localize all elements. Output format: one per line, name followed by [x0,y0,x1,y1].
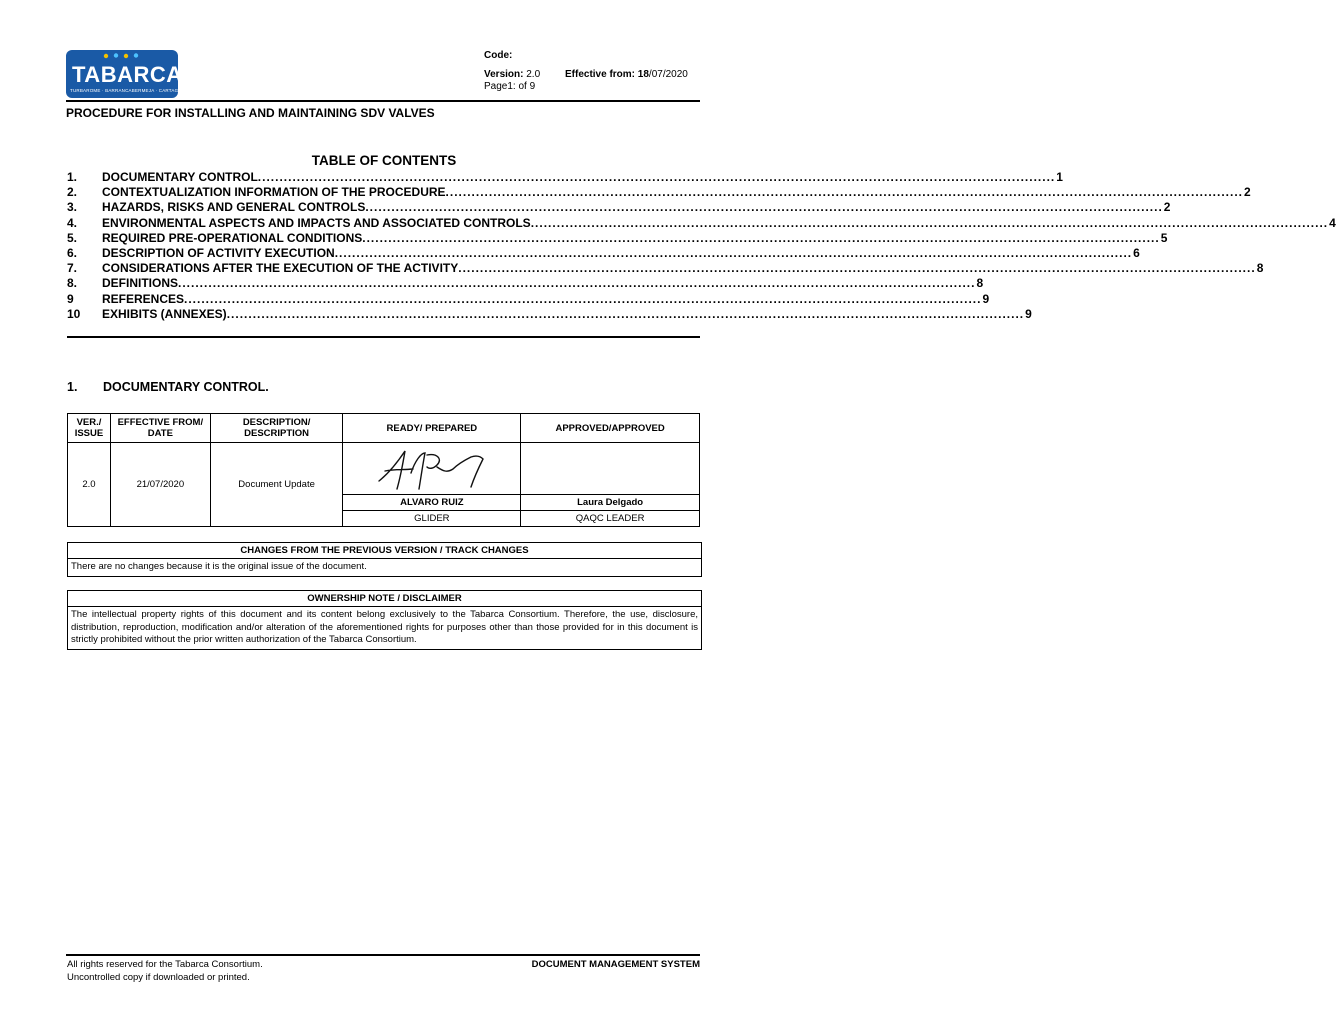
ownership-box [67,590,702,650]
header-date: EFFECTIVE FROM/ DATE [110,414,210,443]
toc-item-label: DOCUMENTARY CONTROL [102,170,258,184]
toc-item-number: 2. [67,185,78,200]
toc-item-number: 8. [67,276,78,291]
toc-item[interactable] [67,261,1264,276]
toc-item[interactable] [67,245,1140,261]
toc-item-label: DESCRIPTION OF ACTIVITY EXECUTION [102,245,335,260]
toc-leader-dots [258,170,1055,185]
toc-item-page: 8 [976,276,984,291]
prepared-name: ALVARO RUIZ [343,495,521,511]
section-number: 1. [67,380,78,394]
toc-leader-dots [227,307,1024,322]
logo-text: TABARCA [72,62,183,87]
footer-copy-note: Uncontrolled copy if downloaded or printed. [67,971,250,983]
ownership-text: The intellectual property rights of this document and its content belong exclusively to the Tabarca Consortium. Therefore, the use, disclosure, distribution, reproduction, modification and/or alteration of the aforementioned rights for purposes other than those provided for in this document is strictly prohibited without the prior written authorization of the Tabarca Consortium. [71,609,698,645]
version-label: Version: [484,69,524,80]
toc-item-page: 4 [1329,215,1336,230]
document-control-table [67,413,700,527]
effective-info [565,69,688,80]
footer-rights: All rights reserved for the Tabarca Consortium. [67,959,263,970]
footer-divider [66,954,700,956]
toc-item-number: 6. [67,245,78,260]
toc-item[interactable] [67,200,1171,215]
signature-icon [367,443,497,491]
toc-item-label: CONTEXTUALIZATION INFORMATION OF THE PROCEDURE [102,185,446,200]
table-row [68,443,700,495]
toc-divider [67,336,700,338]
toc-item[interactable] [67,185,1251,200]
header-description: DESCRIPTION/ DESCRIPTION [210,414,343,443]
toc-item[interactable] [67,291,990,307]
ownership-heading: OWNERSHIP NOTE / DISCLAIMER [68,591,701,607]
toc-item-label: REFERENCES [102,291,185,306]
page-indicator: Page1: of 9 [484,81,536,92]
cell-ver: 2.0 [68,443,111,527]
header-approved: APPROVED/APPROVED [521,414,700,443]
toc-leader-dots [446,185,1243,200]
toc-item-page: 8 [1256,261,1264,276]
version-info [484,69,540,80]
toc-item-page: 6 [1133,245,1140,260]
signature-cell [343,443,521,495]
toc-leader-dots [184,292,981,307]
toc-item-page: 9 [982,291,990,306]
approved-name: Laura Delgado [521,495,700,511]
toc-leader-dots [458,261,1255,276]
effective-day: 18 [637,69,649,80]
toc-item-label: CONSIDERATIONS AFTER THE EXECUTION OF THE ACTIVITY [102,261,459,276]
cell-description: Document Update [210,443,343,527]
table-header-row [68,414,700,443]
approved-role: QAQC LEADER [521,511,700,527]
toc-item-page: 2 [1244,185,1251,200]
logo-figures-icon [96,52,156,62]
toc-item-page: 2 [1163,200,1171,215]
toc-leader-dots [335,246,1132,261]
toc-leader-dots [362,231,1159,246]
toc-item-label: ENVIRONMENTAL ASPECTS AND IMPACTS AND ASSOCIATED CONTROLS [102,215,531,230]
toc-item-label: EXHIBITS (ANNEXES) [102,306,227,321]
toc-leader-dots [531,216,1328,231]
footer-system-label: DOCUMENT MANAGEMENT SYSTEM [531,959,700,970]
effective-rest: /07/2020 [648,69,688,80]
approval-signature-cell [521,443,700,495]
changes-box [67,542,702,577]
toc-item[interactable] [67,215,1336,231]
toc-item-number: 9 [67,291,74,306]
header-prepared: READY/ PREPARED [343,414,521,443]
code-label: Code: [484,50,513,61]
toc-item-number: 5. [67,230,78,245]
document-title: PROCEDURE FOR INSTALLING AND MAINTAINING SDV VALVES [66,106,435,120]
toc-item-number: 10 [67,306,81,321]
footer-notice [67,959,263,984]
header-divider [66,100,700,102]
changes-text: There are no changes because it is the original issue of the document. [71,561,367,572]
effective-label: Effective from: [565,69,636,80]
toc-item-page: 9 [1025,306,1032,321]
toc-item-label: REQUIRED PRE-OPERATIONAL CONDITIONS [102,230,363,245]
logo-tagline: TURBAROME · BARRANCABERMEJA · CARTAGENA [70,88,189,93]
table-of-contents [67,170,1336,322]
toc-item[interactable] [67,170,1063,185]
toc-item-label: HAZARDS, RISKS AND GENERAL CONTROLS [102,200,366,215]
toc-item[interactable] [67,276,984,291]
section-title: DOCUMENTARY CONTROL. [103,380,269,394]
toc-item-number: 7. [67,261,78,276]
changes-heading: CHANGES FROM THE PREVIOUS VERSION / TRACK CHANGES [68,543,701,559]
toc-item-number: 1. [67,170,78,184]
toc-item[interactable] [67,306,1032,322]
version-value: 2.0 [526,69,541,80]
section-heading [67,380,269,394]
prepared-role: GLIDER [343,511,521,527]
toc-title: TABLE OF CONTENTS [311,153,457,168]
toc-item-number: 4. [67,215,78,230]
toc-item-page: 5 [1160,230,1168,245]
company-logo [66,50,189,98]
toc-leader-dots [178,276,975,291]
toc-item-number: 3. [67,200,78,215]
toc-item-page: 1 [1056,170,1063,184]
toc-item[interactable] [67,230,1168,246]
header-ver: VER./ ISSUE [68,414,111,443]
toc-item-label: DEFINITIONS [102,276,179,291]
cell-date: 21/07/2020 [110,443,210,527]
toc-leader-dots [365,200,1162,215]
